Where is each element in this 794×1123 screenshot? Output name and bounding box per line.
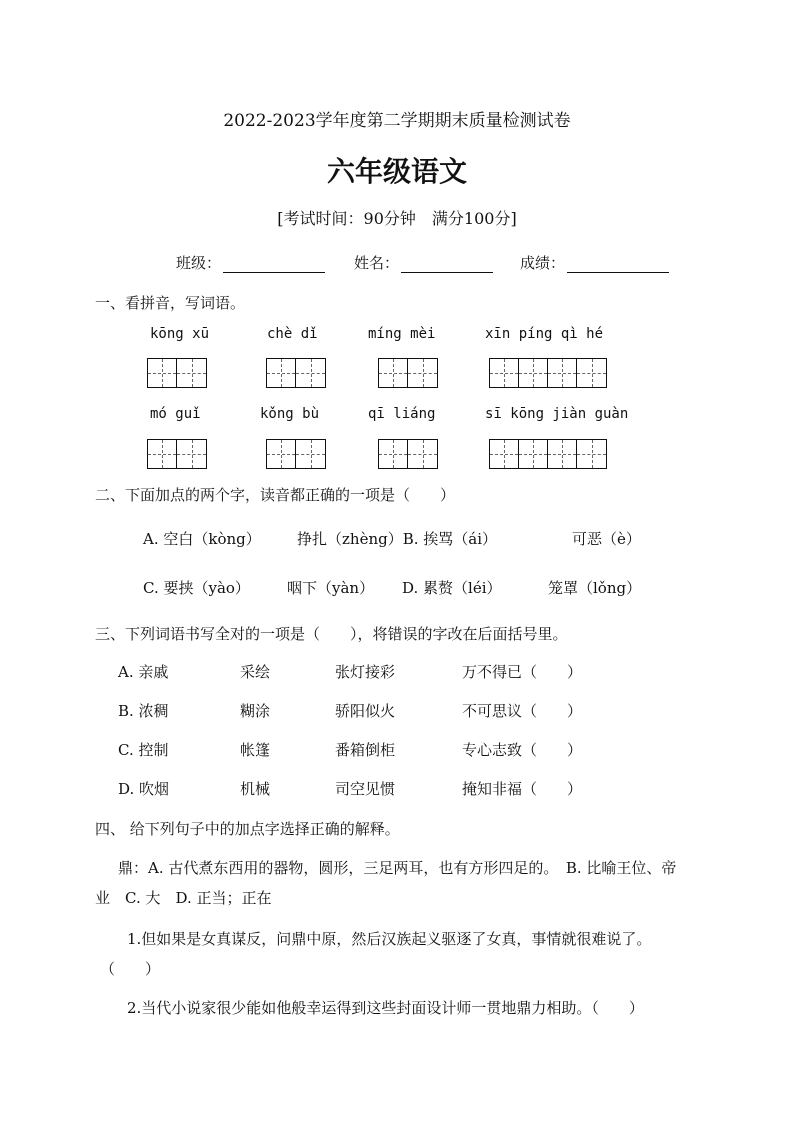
q2-option: 咽下（yàn） — [287, 579, 375, 597]
q4-item-1: 1.但如果是女真谋反，问鼎中原，然后汉族起义驱逐了女真，事情就很难说了。 — [127, 930, 652, 948]
q3-cell: 骄阳似火 — [335, 702, 396, 720]
exam-title: 2022-2023学年度第二学期期末质量检测试卷 — [223, 111, 571, 131]
pinyin-label: kǒng bù — [260, 406, 320, 422]
score-blank[interactable] — [567, 256, 669, 273]
class-blank[interactable] — [223, 256, 325, 273]
q4-heading: 四、 给下列句子中的加点字选择正确的解释。 — [95, 820, 400, 838]
q3-cell: 专心志致（ ） — [462, 741, 583, 759]
writing-grid[interactable] — [378, 439, 438, 469]
pinyin-label: chè dǐ — [267, 326, 318, 342]
q3-cell: 番箱倒柜 — [335, 741, 396, 759]
q4-item-2: 2.当代小说家很少能如他般幸运得到这些封面设计师一贯地鼎力相助。（ ） — [127, 999, 644, 1017]
q3-cell: 万不得已（ ） — [462, 663, 583, 681]
writing-grid[interactable] — [147, 439, 207, 469]
writing-grid[interactable] — [266, 358, 326, 388]
q3-cell: B. 浓稠 — [118, 702, 169, 720]
q2-heading: 二、下面加点的两个字，读音都正确的一项是（ ） — [95, 486, 456, 504]
class-field[interactable] — [176, 252, 325, 273]
writing-grid[interactable] — [147, 358, 207, 388]
pinyin-label: sī kōng jiàn guàn — [485, 406, 629, 422]
writing-grid[interactable] — [266, 439, 326, 469]
q3-cell: 不可思议（ ） — [462, 702, 583, 720]
q3-cell: D. 吹烟 — [118, 780, 170, 798]
subject-title: 六年级语文 — [326, 155, 467, 188]
score-label: 成绩： — [520, 254, 566, 272]
q4-definition-cont: 业 C. 大 D. 正当；正在 — [95, 889, 272, 907]
q3-cell: 机械 — [240, 780, 271, 798]
pinyin-label: míng mèi — [368, 326, 436, 342]
q2-option: A. 空白（kòng） — [143, 530, 261, 548]
q4-item-1-answer[interactable]: （ ） — [100, 960, 161, 978]
score-field[interactable] — [520, 252, 669, 273]
pinyin-label: mó guǐ — [150, 406, 201, 422]
pinyin-label: qī liáng — [368, 406, 436, 422]
q3-cell: C. 控制 — [118, 741, 169, 759]
name-field[interactable] — [354, 252, 493, 273]
q2-option: 挣扎（zhèng）B. 挨骂（ái） — [297, 530, 498, 548]
q2-option: C. 要挟（yào） — [143, 579, 250, 597]
q2-option: 可恶（è） — [572, 530, 641, 548]
q2-option: 笼罩（lǒng） — [548, 579, 642, 597]
q3-cell: A. 亲戚 — [118, 663, 169, 681]
class-label: 班级： — [176, 254, 222, 272]
q3-cell: 采绘 — [240, 663, 271, 681]
exam-info: [考试时间：90分钟 满分100分] — [277, 209, 517, 228]
writing-grid[interactable] — [489, 439, 607, 469]
q1-heading: 一、看拼音，写词语。 — [95, 294, 246, 312]
q3-cell: 张灯接彩 — [335, 663, 396, 681]
pinyin-label: kōng xū — [150, 326, 210, 342]
q3-heading: 三、下列词语书写全对的一项是（ ），将错误的字改在后面括号里。 — [95, 625, 568, 643]
q3-cell: 司空见惯 — [335, 780, 396, 798]
q3-cell: 糊涂 — [240, 702, 271, 720]
q3-cell: 掩知非福（ ） — [462, 780, 583, 798]
writing-grid[interactable] — [378, 358, 438, 388]
q4-definition: 鼎：A. 古代煮东西用的器物，圆形，三足两耳，也有方形四足的。 B. 比喻王位、帝 — [118, 859, 677, 877]
writing-grid[interactable] — [489, 358, 607, 388]
q2-option: D. 累赘（léi） — [402, 579, 502, 597]
pinyin-label: xīn píng qì hé — [485, 326, 604, 342]
name-blank[interactable] — [401, 256, 493, 273]
name-label: 姓名： — [354, 254, 400, 272]
q3-cell: 帐篷 — [240, 741, 271, 759]
